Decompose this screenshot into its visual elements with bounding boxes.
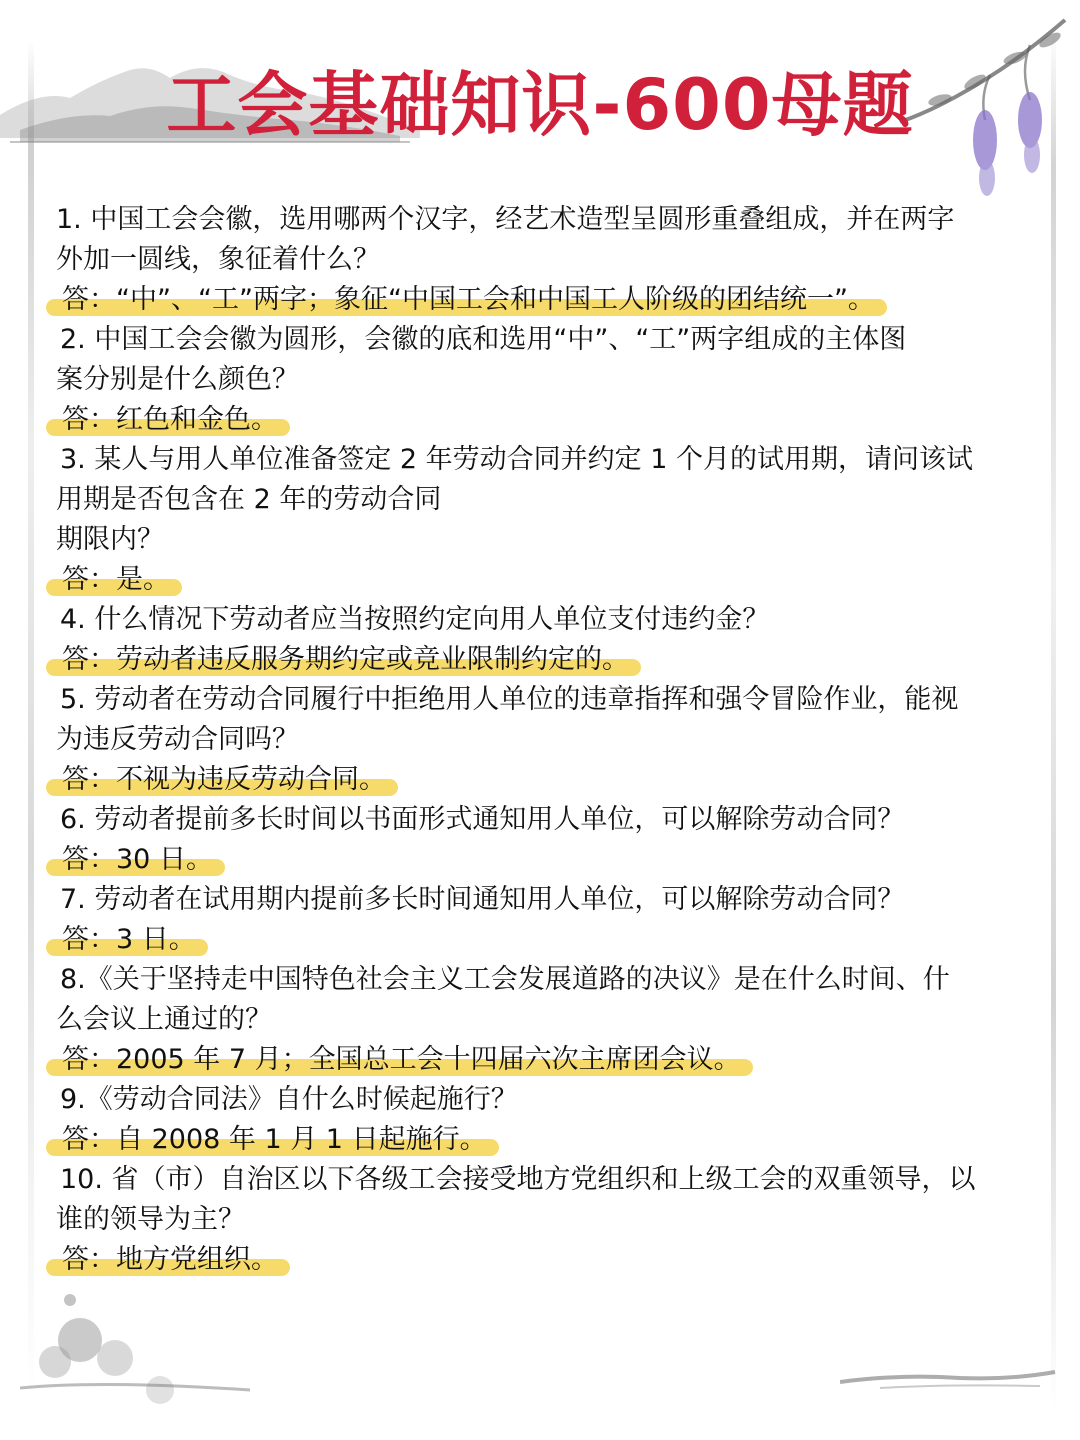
question-line: 6. 劳动者提前多长时间以书面形式通知用人单位，可以解除劳动合同？ <box>60 804 905 835</box>
question-line: 谁的领导为主？ <box>56 1204 245 1235</box>
qa-item <box>56 440 1036 600</box>
question-line: 3. 某人与用人单位准备签定 2 年劳动合同并约定 1 个月的试用期，请问该试 <box>60 444 974 475</box>
qa-item <box>56 800 1036 880</box>
answer-text: 答：30 日。 <box>62 844 213 875</box>
question-line: 2. 中国工会会徽为圆形，会徽的底和选用“中”、“工”两字组成的主体图 <box>60 324 907 355</box>
ink-frame-right <box>1051 30 1056 1410</box>
ink-splash-decoration <box>10 1280 290 1430</box>
question-line: 期限内？ <box>56 524 164 555</box>
answer-text: 答：自 2008 年 1 月 1 日起施行。 <box>62 1124 487 1155</box>
question-line: 9.《劳动合同法》自什么时候起施行？ <box>60 1084 518 1115</box>
ink-frame-left <box>28 40 34 1400</box>
answer-highlight <box>56 1240 284 1280</box>
question-line: 8.《关于坚持走中国特色社会主义工会发展道路的决议》是在什么时间、什 <box>60 964 950 995</box>
answer-text: 答：“中”、“工”两字；象征“中国工会和中国工人阶级的团结统一”。 <box>62 284 875 315</box>
answer-highlight <box>56 760 392 800</box>
question-line: 4. 什么情况下劳动者应当按照约定向用人单位支付违约金？ <box>60 604 770 635</box>
answer-highlight <box>56 560 176 600</box>
answer-text: 答：2005 年 7 月；全国总工会十四届六次主席团会议。 <box>62 1044 741 1075</box>
qa-item <box>56 960 1036 1080</box>
answer-highlight <box>56 1120 493 1160</box>
qa-item <box>56 200 1036 320</box>
answer-highlight <box>56 640 635 680</box>
qa-item <box>56 320 1036 440</box>
answer-text: 答：红色和金色。 <box>62 404 278 435</box>
question-line: 10. 省（市）自治区以下各级工会接受地方党组织和上级工会的双重领导，以 <box>60 1164 976 1195</box>
answer-highlight <box>56 920 202 960</box>
answer-highlight <box>56 400 284 440</box>
answer-text: 答：地方党组织。 <box>62 1244 278 1275</box>
answer-text: 答：是。 <box>62 564 170 595</box>
qa-item <box>56 600 1036 680</box>
qa-item <box>56 1080 1036 1160</box>
answer-highlight <box>56 840 219 880</box>
question-line: 为违反劳动合同吗？ <box>56 724 299 755</box>
qa-item <box>56 880 1036 960</box>
ink-stroke-decoration <box>840 1350 1060 1400</box>
question-line: 么会议上通过的？ <box>56 1004 272 1035</box>
question-line: 外加一圆线，象征着什么？ <box>56 244 380 275</box>
answer-text: 答：3 日。 <box>62 924 196 955</box>
page-title: 工会基础知识-600母题 <box>166 64 914 146</box>
question-line: 案分别是什么颜色？ <box>56 364 299 395</box>
qa-list <box>56 200 1036 1280</box>
answer-text: 答：劳动者违反服务期约定或竞业限制约定的。 <box>62 644 629 675</box>
qa-item <box>56 1160 1036 1280</box>
answer-text: 答：不视为违反劳动合同。 <box>62 764 386 795</box>
qa-item <box>56 680 1036 800</box>
question-line: 用期是否包含在 2 年的劳动合同 <box>56 484 442 515</box>
question-line: 1. 中国工会会徽，选用哪两个汉字，经艺术造型呈圆形重叠组成，并在两字 <box>56 204 955 235</box>
answer-highlight <box>56 280 881 320</box>
answer-highlight <box>56 1040 747 1080</box>
question-line: 5. 劳动者在劳动合同履行中拒绝用人单位的违章指挥和强令冒险作业，能视 <box>60 684 959 715</box>
question-line: 7. 劳动者在试用期内提前多长时间通知用人单位，可以解除劳动合同？ <box>60 884 905 915</box>
